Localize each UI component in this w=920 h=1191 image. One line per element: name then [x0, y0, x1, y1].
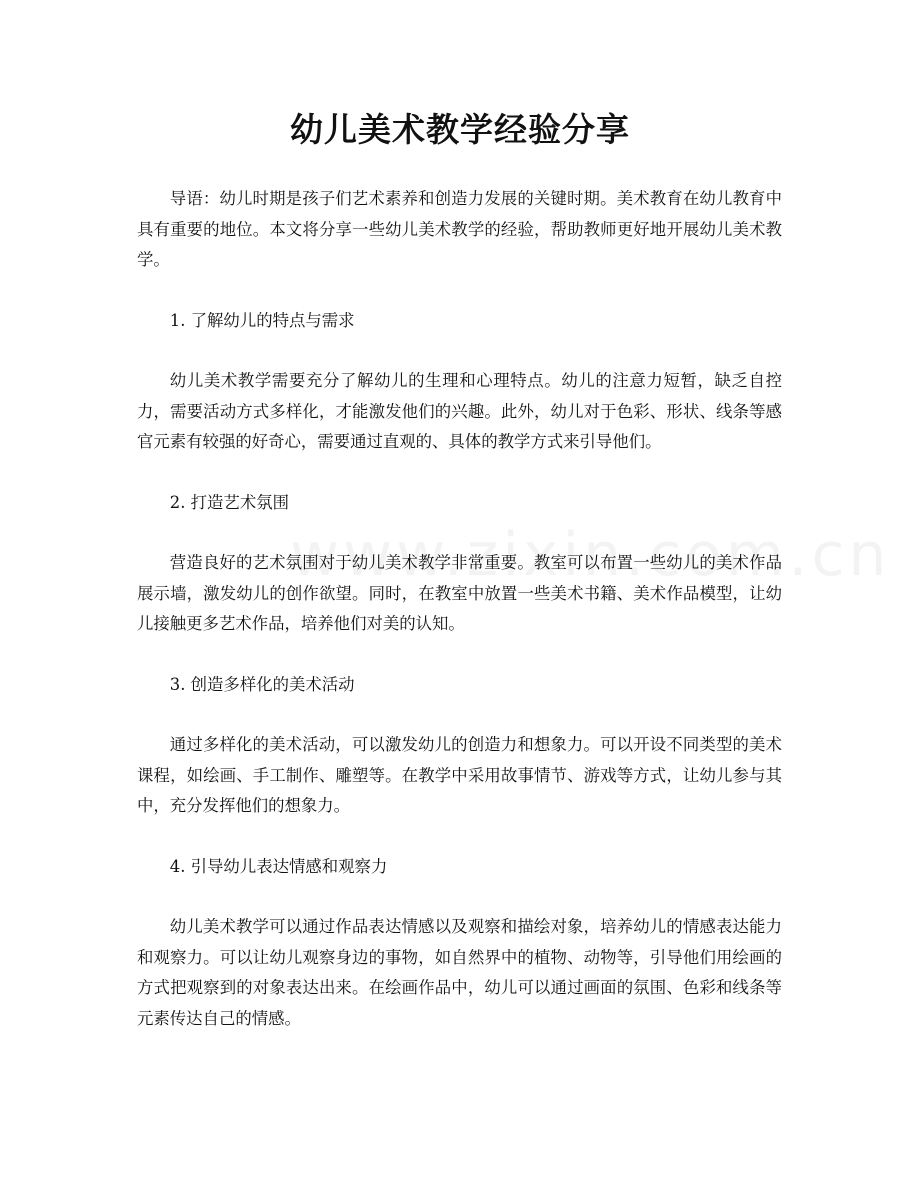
section-heading-3: 3. 创造多样化的美术活动: [169, 674, 355, 694]
section-body-2: 营造良好的艺术氛围对于幼儿美术教学非常重要。教室可以布置一些幼儿的美术作品展示墙，激发幼儿的创作欲望。同时，在教室中放置一些美术书籍、美术作品模型，让幼儿接触更多艺术作品，培养他们对美的认知。: [137, 553, 782, 633]
document-title: 幼儿美术教学经验分享: [290, 110, 630, 149]
section-body-1: 幼儿美术教学需要充分了解幼儿的生理和心理特点。幼儿的注意力短暂，缺乏自控力，需要活动方式多样化，才能激发他们的兴趣。此外，幼儿对于色彩、形状、线条等感官元素有较强的好奇心，需要通过直观的、具体的教学方式来引导他们。: [137, 371, 782, 451]
section-heading-4: 4. 引导幼儿表达情感和观察力: [169, 856, 388, 876]
section-body-3: 通过多样化的美术活动，可以激发幼儿的创造力和想象力。可以开设不同类型的美术课程，如绘画、手工制作、雕塑等。在教学中采用故事情节、游戏等方式，让幼儿参与其中，充分发挥他们的想象力。: [137, 735, 782, 815]
document-body: [137, 184, 782, 1064]
section-heading-2: 2. 打造艺术氛围: [169, 492, 289, 512]
intro-paragraph: 导语：幼儿时期是孩子们艺术素养和创造力发展的关键时期。美术教育在幼儿教育中具有重要的地位。本文将分享一些幼儿美术教学的经验，帮助教师更好地开展幼儿美术教学。: [137, 189, 782, 269]
section-heading-1: 1. 了解幼儿的特点与需求: [169, 310, 355, 330]
section-body-4: 幼儿美术教学可以通过作品表达情感以及观察和描绘对象，培养幼儿的情感表达能力和观察力。可以让幼儿观察身边的事物，如自然界中的植物、动物等，引导他们用绘画的方式把观察到的对象表达出来。在绘画作品中，幼儿可以通过画面的氛围、色彩和线条等元素传达自己的情感。: [137, 917, 782, 1028]
